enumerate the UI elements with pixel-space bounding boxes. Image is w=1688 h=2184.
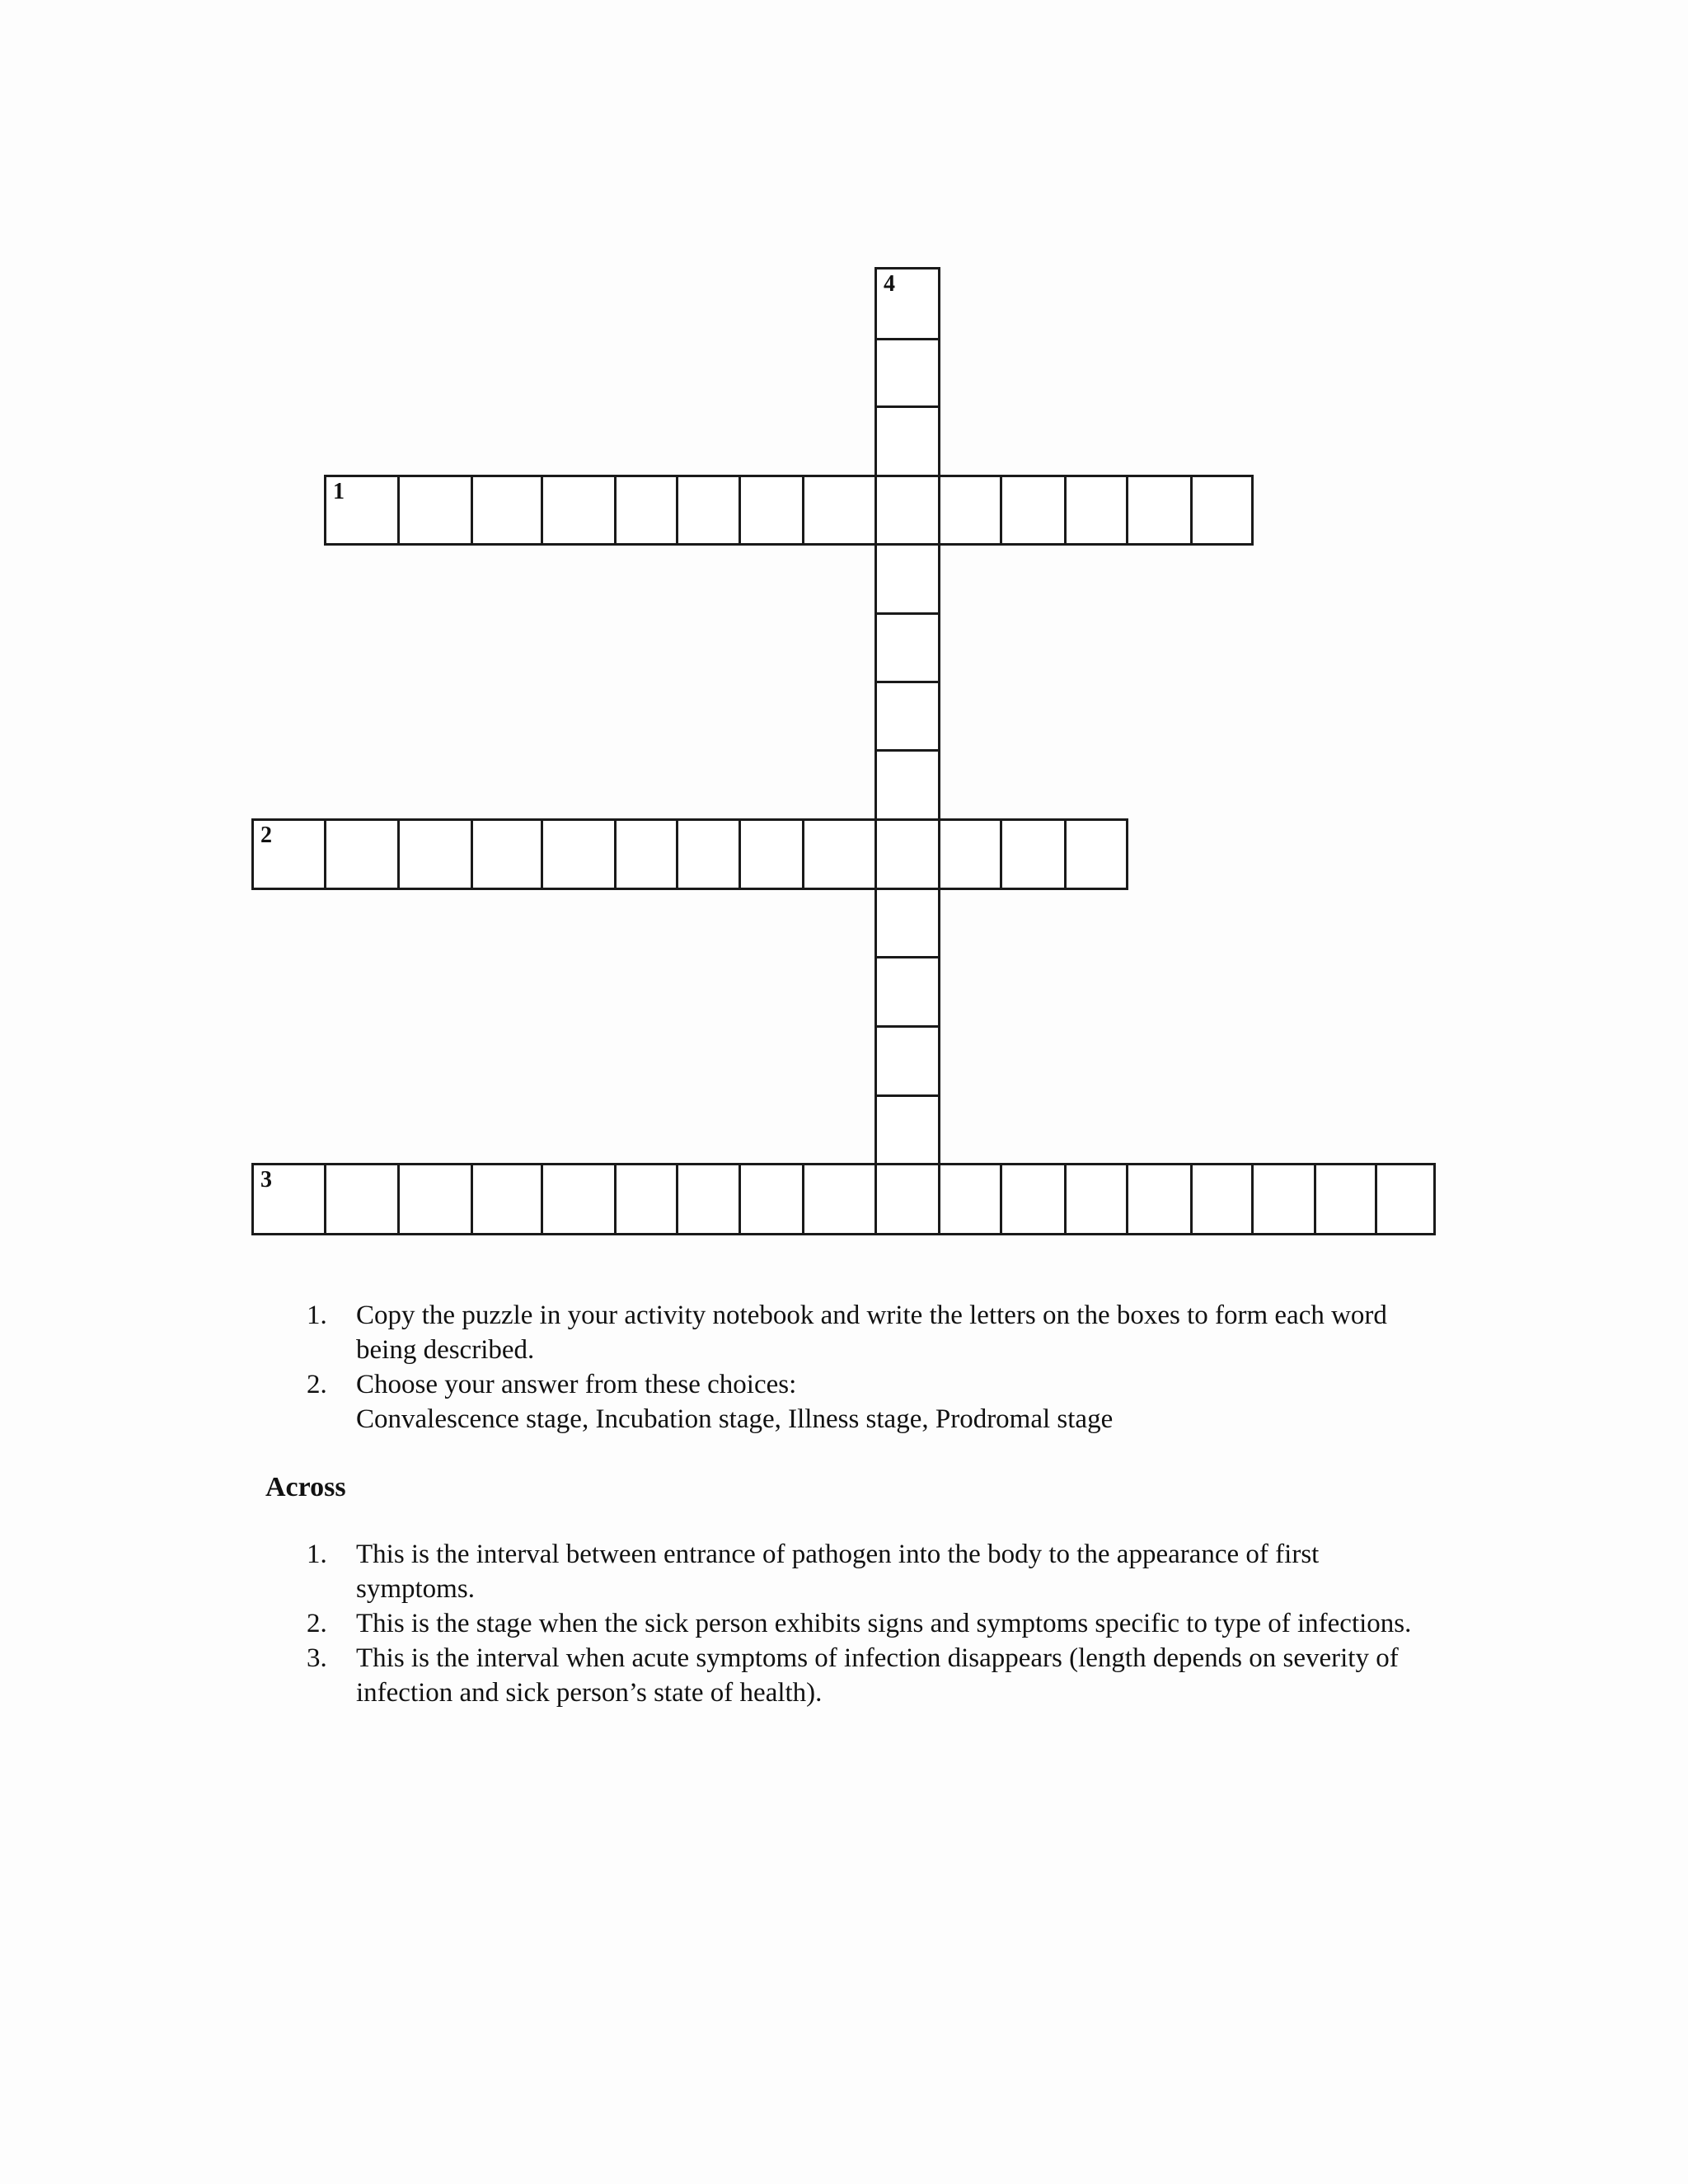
crossword-cell-across-3: [1314, 1163, 1377, 1235]
crossword-cell-across-1: [1190, 475, 1254, 546]
crossword-cell-down-4: [874, 612, 940, 683]
crossword-cell-across-2: [471, 818, 543, 890]
crossword-cell-across-3: [1190, 1163, 1254, 1235]
instruction-text: Copy the puzzle in your activity notebook and write the letters on the boxes to form each word being described.: [356, 1301, 1387, 1365]
instruction-item: [307, 1367, 1428, 1402]
crossword-cell-across-1: [324, 475, 400, 546]
crossword-cell-across-3: [874, 1163, 940, 1235]
crossword-cell-across-3: [1251, 1163, 1316, 1235]
instruction-number: 1.: [307, 1301, 327, 1330]
crossword-cell-down-4: [874, 1025, 940, 1097]
clue-number-label: 1: [333, 479, 345, 504]
crossword-cell-down-4: [874, 1094, 940, 1165]
crossword-cell-across-2: [738, 818, 804, 890]
crossword-cell-across-3: [1375, 1163, 1436, 1235]
crossword-cell-down-4: [874, 749, 940, 821]
crossword-cell-across-1: [676, 475, 741, 546]
crossword-cell-across-1: [1064, 475, 1128, 546]
crossword-cell-across-3: [938, 1163, 1002, 1235]
across-clue: [307, 1606, 1428, 1641]
crossword-cell-across-3: [738, 1163, 804, 1235]
clue-number-label: 3: [260, 1167, 272, 1193]
crossword-cell-across-2: [1000, 818, 1067, 890]
crossword-cell-across-1: [1000, 475, 1067, 546]
answer-choices: [307, 1402, 1428, 1436]
crossword-cell-across-1: [738, 475, 804, 546]
instruction-item: [307, 1298, 1428, 1367]
clue-number: 1.: [307, 1540, 327, 1569]
crossword-cell-across-2: [251, 818, 326, 890]
across-clues-list: [307, 1537, 1428, 1710]
crossword-cell-down-4: [874, 681, 940, 752]
crossword-cell-across-2: [676, 818, 741, 890]
crossword-cell-down-4: [874, 267, 940, 340]
crossword-cell-across-3: [802, 1163, 877, 1235]
crossword-cell-across-1: [397, 475, 473, 546]
clue-number-label: 4: [884, 271, 895, 297]
instructions-list: [307, 1298, 1428, 1436]
crossword-cell-across-1: [938, 475, 1002, 546]
crossword-cell-across-2: [874, 818, 940, 890]
clue-number: 3.: [307, 1643, 327, 1673]
crossword-cell-down-4: [874, 888, 940, 958]
crossword-cell-across-2: [541, 818, 617, 890]
crossword-cell-across-1: [802, 475, 877, 546]
crossword-cell-across-1: [874, 475, 940, 546]
crossword-cell-across-2: [1064, 818, 1128, 890]
crossword-cell-across-3: [541, 1163, 617, 1235]
crossword-cell-across-3: [1126, 1163, 1193, 1235]
crossword-cell-across-2: [938, 818, 1002, 890]
across-clue: [307, 1537, 1428, 1606]
crossword-cell-across-3: [397, 1163, 473, 1235]
crossword-cell-across-3: [1064, 1163, 1128, 1235]
clue-number-label: 2: [260, 823, 272, 848]
crossword-cell-down-4: [874, 405, 940, 477]
crossword-cell-across-2: [324, 818, 400, 890]
crossword-cell-across-2: [614, 818, 678, 890]
crossword-cell-across-3: [251, 1163, 326, 1235]
crossword-cell-across-2: [802, 818, 877, 890]
crossword-cell-across-3: [324, 1163, 400, 1235]
crossword-cell-across-3: [471, 1163, 543, 1235]
crossword-cell-across-1: [541, 475, 617, 546]
crossword-cell-across-1: [471, 475, 543, 546]
answer-choices-text: Convalescence stage, Incubation stage, Illness stage, Prodromal stage: [356, 1404, 1114, 1434]
crossword-cell-across-2: [397, 818, 473, 890]
crossword-cell-down-4: [874, 956, 940, 1028]
crossword-cell-across-1: [1126, 475, 1193, 546]
crossword-cell-down-4: [874, 338, 940, 408]
clue-text: This is the stage when the sick person exhibits signs and symptoms specific to type of infections.: [356, 1609, 1412, 1638]
clue-text: This is the interval between entrance of pathogen into the body to the appearance of first symptoms.: [356, 1540, 1320, 1604]
crossword-cell-down-4: [874, 543, 940, 615]
instruction-number: 2.: [307, 1370, 327, 1399]
across-heading: Across: [265, 1472, 346, 1502]
crossword-cell-across-3: [614, 1163, 678, 1235]
clue-number: 2.: [307, 1609, 327, 1638]
instruction-text: Choose your answer from these choices:: [356, 1370, 797, 1399]
across-clue: [307, 1641, 1428, 1710]
crossword-cell-across-3: [1000, 1163, 1067, 1235]
crossword-cell-across-3: [676, 1163, 741, 1235]
clue-text: This is the interval when acute symptoms of infection disappears (length depends on severity of infection and sick person’s state of health).: [356, 1643, 1399, 1708]
crossword-cell-across-1: [614, 475, 678, 546]
